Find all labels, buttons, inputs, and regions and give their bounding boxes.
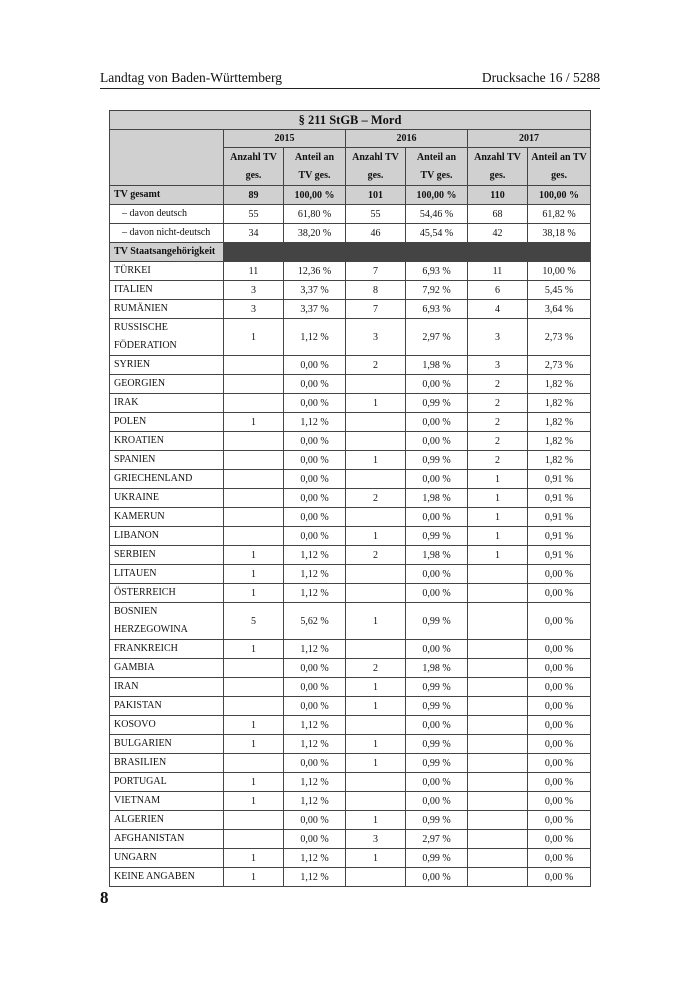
table-row [110, 735, 591, 754]
share-cell: 38,18 % [528, 224, 591, 243]
row-label: TÜRKEI [110, 262, 224, 281]
row-label: AFGHANISTAN [110, 830, 224, 849]
share-cell: 1,82 % [528, 394, 591, 413]
share-cell: 100,00 % [528, 186, 591, 205]
page-number: 8 [100, 888, 109, 907]
share-cell: 0,99 % [406, 735, 468, 754]
row-label: KROATIEN [110, 432, 224, 451]
share-cell: 1,12 % [284, 849, 346, 868]
share-cell: 1,82 % [528, 451, 591, 470]
table-row [110, 470, 591, 489]
count-cell: 1 [224, 319, 284, 356]
share-cell: 0,00 % [528, 830, 591, 849]
count-cell: 4 [468, 300, 528, 319]
count-cell: 68 [468, 205, 528, 224]
share-cell: 0,00 % [284, 394, 346, 413]
row-label: ALGERIEN [110, 811, 224, 830]
table-row [110, 640, 591, 659]
share-cell: 1,12 % [284, 565, 346, 584]
share-cell: 5,45 % [528, 281, 591, 300]
share-cell: 0,00 % [284, 659, 346, 678]
section-filler [346, 243, 406, 262]
count-cell [224, 394, 284, 413]
share-cell: 61,82 % [528, 205, 591, 224]
col-header-count: Anzahl TV ges. [224, 148, 284, 186]
row-label: PAKISTAN [110, 697, 224, 716]
table-row [110, 678, 591, 697]
col-header-share: Anteil an TV ges. [284, 148, 346, 186]
count-cell [346, 565, 406, 584]
corner-cell [110, 130, 224, 186]
share-cell: 1,12 % [284, 773, 346, 792]
count-cell [468, 716, 528, 735]
table-row [110, 527, 591, 546]
count-cell [468, 584, 528, 603]
share-cell: 0,00 % [406, 868, 468, 887]
share-cell: 0,99 % [406, 678, 468, 697]
count-cell: 3 [346, 830, 406, 849]
share-cell: 1,12 % [284, 792, 346, 811]
count-cell: 2 [346, 659, 406, 678]
count-cell [224, 451, 284, 470]
row-label: LITAUEN [110, 565, 224, 584]
table-row [110, 603, 591, 640]
count-cell: 1 [224, 640, 284, 659]
count-cell [346, 640, 406, 659]
share-cell: 0,99 % [406, 451, 468, 470]
table-row [110, 508, 591, 527]
count-cell [224, 678, 284, 697]
share-cell: 6,93 % [406, 300, 468, 319]
share-cell: 1,98 % [406, 659, 468, 678]
row-label: KOSOVO [110, 716, 224, 735]
share-cell: 3,64 % [528, 300, 591, 319]
share-cell: 0,00 % [528, 754, 591, 773]
count-cell: 55 [346, 205, 406, 224]
section-filler [406, 243, 468, 262]
row-label: TV gesamt [110, 186, 224, 205]
share-cell: 0,00 % [528, 849, 591, 868]
count-cell [468, 830, 528, 849]
row-label: SPANIEN [110, 451, 224, 470]
year-header: 2015 [224, 130, 346, 148]
share-cell: 2,97 % [406, 830, 468, 849]
count-cell: 1 [346, 678, 406, 697]
count-cell [346, 413, 406, 432]
row-label: GRIECHENLAND [110, 470, 224, 489]
count-cell [468, 868, 528, 887]
share-cell: 0,00 % [284, 697, 346, 716]
count-cell [346, 584, 406, 603]
count-cell: 101 [346, 186, 406, 205]
count-cell: 3 [224, 281, 284, 300]
share-cell: 1,12 % [284, 413, 346, 432]
header-parliament: Landtag von Baden-Württemberg [100, 70, 282, 85]
count-cell: 46 [346, 224, 406, 243]
row-label: BRASILIEN [110, 754, 224, 773]
share-cell: 0,00 % [528, 716, 591, 735]
share-cell: 5,62 % [284, 603, 346, 640]
share-cell: 0,99 % [406, 811, 468, 830]
share-cell: 0,00 % [406, 470, 468, 489]
table-row [110, 489, 591, 508]
share-cell: 0,00 % [528, 868, 591, 887]
count-cell: 1 [224, 735, 284, 754]
table-row [110, 659, 591, 678]
row-label: ÖSTERREICH [110, 584, 224, 603]
count-cell: 7 [346, 300, 406, 319]
share-cell: 0,00 % [406, 508, 468, 527]
count-cell [346, 716, 406, 735]
table-row [110, 319, 591, 356]
count-cell [224, 470, 284, 489]
share-cell: 0,99 % [406, 394, 468, 413]
row-label: UKRAINE [110, 489, 224, 508]
count-cell [346, 773, 406, 792]
row-label: SYRIEN [110, 356, 224, 375]
count-cell: 2 [468, 451, 528, 470]
count-cell: 1 [346, 754, 406, 773]
row-label: LIBANON [110, 527, 224, 546]
count-cell: 3 [224, 300, 284, 319]
count-cell: 1 [224, 413, 284, 432]
row-label: PORTUGAL [110, 773, 224, 792]
share-cell: 10,00 % [528, 262, 591, 281]
share-cell: 2,73 % [528, 356, 591, 375]
count-cell: 1 [346, 603, 406, 640]
share-cell: 2,73 % [528, 319, 591, 356]
count-cell [468, 659, 528, 678]
count-cell: 2 [346, 356, 406, 375]
section-filler [224, 243, 284, 262]
share-cell: 0,00 % [528, 697, 591, 716]
page-header [100, 68, 600, 89]
share-cell: 0,00 % [406, 584, 468, 603]
count-cell: 2 [468, 432, 528, 451]
table-body [110, 186, 591, 887]
share-cell: 1,12 % [284, 735, 346, 754]
share-cell: 0,00 % [528, 678, 591, 697]
count-cell [468, 773, 528, 792]
count-cell [468, 565, 528, 584]
count-cell [346, 470, 406, 489]
table-row [110, 300, 591, 319]
count-cell [346, 432, 406, 451]
row-label: GEORGIEN [110, 375, 224, 394]
share-cell: 0,00 % [528, 584, 591, 603]
share-cell: 0,00 % [284, 375, 346, 394]
count-cell: 42 [468, 224, 528, 243]
share-cell: 0,91 % [528, 489, 591, 508]
count-cell [346, 792, 406, 811]
share-cell: 0,00 % [406, 716, 468, 735]
count-cell [468, 735, 528, 754]
year-header: 2017 [468, 130, 591, 148]
table-row [110, 754, 591, 773]
share-cell: 0,99 % [406, 527, 468, 546]
row-label: KAMERUN [110, 508, 224, 527]
share-cell: 1,12 % [284, 640, 346, 659]
share-cell: 0,99 % [406, 849, 468, 868]
count-cell [468, 697, 528, 716]
table-row [110, 868, 591, 887]
share-cell: 45,54 % [406, 224, 468, 243]
row-label: – davon nicht-deutsch [110, 224, 224, 243]
share-cell: 0,00 % [284, 830, 346, 849]
share-cell: 0,00 % [284, 432, 346, 451]
share-cell: 0,99 % [406, 603, 468, 640]
share-cell: 100,00 % [284, 186, 346, 205]
share-cell: 0,00 % [284, 470, 346, 489]
count-cell [224, 508, 284, 527]
count-cell [346, 508, 406, 527]
share-cell: 1,12 % [284, 546, 346, 565]
count-cell: 8 [346, 281, 406, 300]
year-header: 2016 [346, 130, 468, 148]
count-cell: 3 [346, 319, 406, 356]
share-cell: 0,00 % [528, 565, 591, 584]
table-row [110, 773, 591, 792]
table-row [110, 413, 591, 432]
table-row [110, 394, 591, 413]
count-cell: 1 [346, 811, 406, 830]
count-cell: 1 [346, 849, 406, 868]
share-cell: 0,00 % [284, 451, 346, 470]
count-cell [468, 640, 528, 659]
count-cell [468, 754, 528, 773]
share-cell: 54,46 % [406, 205, 468, 224]
share-cell: 1,98 % [406, 489, 468, 508]
section-filler [528, 243, 591, 262]
table-row [110, 697, 591, 716]
table-row [110, 375, 591, 394]
section-row [110, 243, 591, 262]
share-cell: 0,00 % [284, 811, 346, 830]
share-cell: 0,00 % [528, 811, 591, 830]
share-cell: 38,20 % [284, 224, 346, 243]
col-header-count: Anzahl TV ges. [468, 148, 528, 186]
table-row [110, 205, 591, 224]
share-cell: 1,12 % [284, 319, 346, 356]
share-cell: 2,97 % [406, 319, 468, 356]
count-cell: 1 [468, 489, 528, 508]
count-cell [224, 356, 284, 375]
row-label: FRANKREICH [110, 640, 224, 659]
row-label: BULGARIEN [110, 735, 224, 754]
table-row [110, 792, 591, 811]
share-cell: 0,91 % [528, 527, 591, 546]
count-cell: 89 [224, 186, 284, 205]
share-cell: 0,00 % [284, 489, 346, 508]
table-row [110, 849, 591, 868]
share-cell: 0,00 % [528, 735, 591, 754]
table-row [110, 262, 591, 281]
count-cell: 2 [468, 394, 528, 413]
share-cell: 1,82 % [528, 413, 591, 432]
count-cell: 1 [346, 527, 406, 546]
section-filler [284, 243, 346, 262]
share-cell: 1,12 % [284, 584, 346, 603]
count-cell: 1 [346, 735, 406, 754]
share-cell: 0,00 % [284, 356, 346, 375]
count-cell [224, 432, 284, 451]
share-cell: 0,00 % [528, 640, 591, 659]
count-cell: 110 [468, 186, 528, 205]
count-cell [224, 489, 284, 508]
table-row [110, 584, 591, 603]
header-document-number: Drucksache 16 / 5288 [481, 70, 600, 85]
share-cell: 6,93 % [406, 262, 468, 281]
share-cell: 1,82 % [528, 375, 591, 394]
table-title: § 211 StGB – Mord [110, 111, 591, 130]
share-cell: 0,00 % [284, 754, 346, 773]
share-cell: 1,98 % [406, 546, 468, 565]
count-cell: 1 [346, 451, 406, 470]
share-cell: 100,00 % [406, 186, 468, 205]
row-label: GAMBIA [110, 659, 224, 678]
share-cell: 0,00 % [406, 792, 468, 811]
share-cell: 0,91 % [528, 546, 591, 565]
share-cell: 1,12 % [284, 716, 346, 735]
count-cell: 1 [224, 584, 284, 603]
share-cell: 0,00 % [284, 678, 346, 697]
table-row [110, 716, 591, 735]
share-cell: 0,99 % [406, 697, 468, 716]
count-cell [346, 868, 406, 887]
share-cell: 0,00 % [528, 773, 591, 792]
share-cell: 0,91 % [528, 508, 591, 527]
count-cell: 1 [468, 508, 528, 527]
table-row [110, 830, 591, 849]
count-cell [468, 792, 528, 811]
share-cell: 0,00 % [528, 792, 591, 811]
row-label: BOSNIEN HERZEGOWINA [110, 603, 224, 640]
share-cell: 0,00 % [406, 565, 468, 584]
share-cell: 0,00 % [528, 603, 591, 640]
section-filler [468, 243, 528, 262]
count-cell [468, 849, 528, 868]
share-cell: 0,99 % [406, 754, 468, 773]
count-cell: 7 [346, 262, 406, 281]
share-cell: 0,00 % [406, 375, 468, 394]
count-cell: 1 [468, 527, 528, 546]
row-label: RUMÄNIEN [110, 300, 224, 319]
share-cell: 3,37 % [284, 281, 346, 300]
col-header-share: Anteil an TV ges. [406, 148, 468, 186]
count-cell: 1 [224, 716, 284, 735]
row-label: SERBIEN [110, 546, 224, 565]
table-row [110, 224, 591, 243]
count-cell: 1 [346, 394, 406, 413]
row-label: RUSSISCHE FÖDERATION [110, 319, 224, 356]
share-cell: 0,00 % [406, 432, 468, 451]
share-cell: 7,92 % [406, 281, 468, 300]
row-label: IRAN [110, 678, 224, 697]
count-cell [468, 811, 528, 830]
count-cell: 1 [224, 849, 284, 868]
count-cell: 2 [468, 413, 528, 432]
share-cell: 0,91 % [528, 470, 591, 489]
share-cell: 0,00 % [528, 659, 591, 678]
count-cell [224, 830, 284, 849]
count-cell: 3 [468, 319, 528, 356]
count-cell: 1 [224, 792, 284, 811]
row-label: IRAK [110, 394, 224, 413]
count-cell [224, 754, 284, 773]
count-cell [224, 659, 284, 678]
table-row [110, 565, 591, 584]
share-cell: 12,36 % [284, 262, 346, 281]
table-row [110, 546, 591, 565]
share-cell: 0,00 % [284, 527, 346, 546]
count-cell: 2 [346, 546, 406, 565]
count-cell: 1 [224, 773, 284, 792]
table-row [110, 186, 591, 205]
count-cell: 1 [224, 565, 284, 584]
count-cell: 3 [468, 356, 528, 375]
count-cell [224, 527, 284, 546]
count-cell: 11 [224, 262, 284, 281]
table-row [110, 281, 591, 300]
col-header-share: Anteil an TV ges. [528, 148, 591, 186]
share-cell: 0,00 % [406, 640, 468, 659]
share-cell: 0,00 % [284, 508, 346, 527]
count-cell: 1 [468, 470, 528, 489]
count-cell [468, 678, 528, 697]
count-cell: 1 [468, 546, 528, 565]
share-cell: 0,00 % [406, 773, 468, 792]
row-label: VIETNAM [110, 792, 224, 811]
count-cell: 55 [224, 205, 284, 224]
statistics-table [109, 110, 591, 887]
count-cell: 34 [224, 224, 284, 243]
count-cell: 2 [346, 489, 406, 508]
count-cell [224, 697, 284, 716]
share-cell: 61,80 % [284, 205, 346, 224]
table-row [110, 432, 591, 451]
count-cell: 1 [224, 868, 284, 887]
count-cell [468, 603, 528, 640]
count-cell: 2 [468, 375, 528, 394]
row-label: UNGARN [110, 849, 224, 868]
row-label: – davon deutsch [110, 205, 224, 224]
row-label: KEINE ANGABEN [110, 868, 224, 887]
share-cell: 0,00 % [406, 413, 468, 432]
table-row [110, 356, 591, 375]
count-cell [346, 375, 406, 394]
table-row [110, 451, 591, 470]
count-cell: 11 [468, 262, 528, 281]
share-cell: 3,37 % [284, 300, 346, 319]
share-cell: 1,82 % [528, 432, 591, 451]
count-cell: 1 [346, 697, 406, 716]
count-cell: 1 [224, 546, 284, 565]
section-label: TV Staatsangehörigkeit [110, 243, 224, 262]
col-header-count: Anzahl TV ges. [346, 148, 406, 186]
share-cell: 1,12 % [284, 868, 346, 887]
table-row [110, 811, 591, 830]
count-cell [224, 375, 284, 394]
count-cell [224, 811, 284, 830]
row-label: POLEN [110, 413, 224, 432]
row-label: ITALIEN [110, 281, 224, 300]
count-cell: 5 [224, 603, 284, 640]
share-cell: 1,98 % [406, 356, 468, 375]
count-cell: 6 [468, 281, 528, 300]
